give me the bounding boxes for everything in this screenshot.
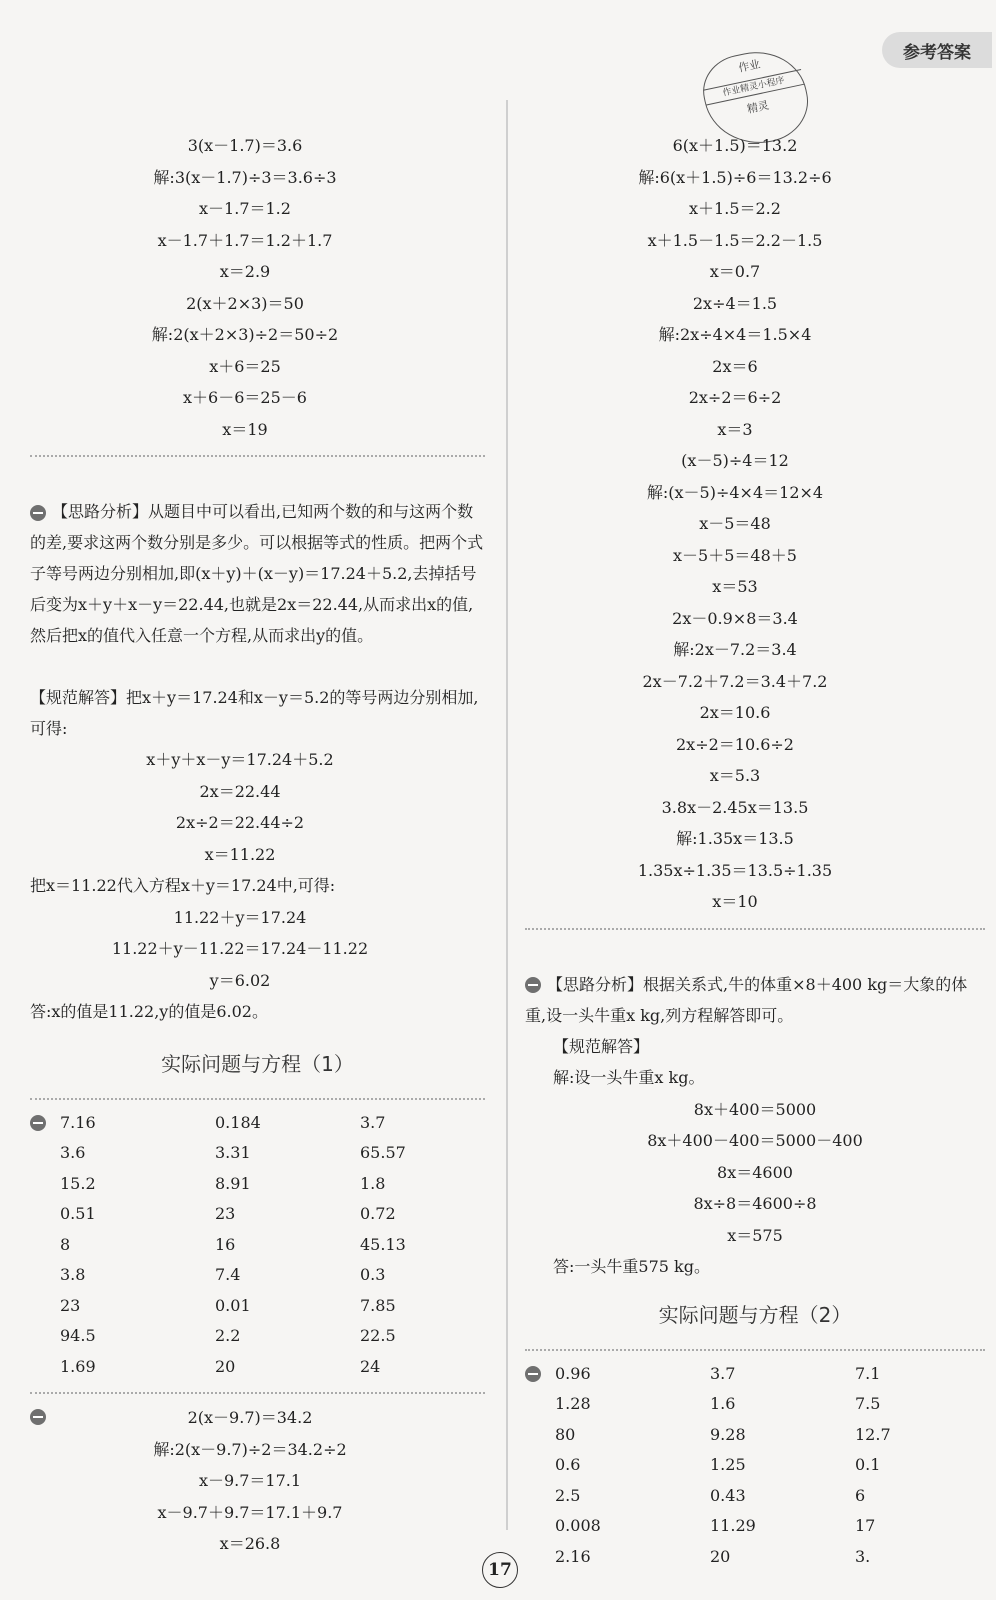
equation: (x－5)÷4＝12: [681, 451, 789, 470]
grid-cell: 0.3: [360, 1265, 386, 1284]
equation: x－1.7＝1.2: [199, 199, 291, 218]
equation: 解:(x－5)÷4×4＝12×4: [646, 482, 824, 502]
equation: 2x＝22.44: [199, 781, 281, 801]
equation: 解:2(x＋2×3)÷2＝50÷2: [151, 325, 339, 344]
equation: 2x÷2＝6÷2: [688, 388, 782, 407]
grid-cell: 1.8: [360, 1173, 386, 1193]
equation: x＝3: [717, 419, 753, 439]
grid-cell: 3.6: [60, 1143, 86, 1162]
answer-grid: [60, 1108, 485, 1383]
grid-cell: 7.4: [215, 1265, 241, 1284]
answer-grid-block: [525, 1359, 985, 1573]
grid-cell: 0.008: [555, 1516, 601, 1535]
analysis-paragraph: [30, 465, 485, 651]
grid-cell: 0.184: [215, 1112, 261, 1132]
grid-cell: 94.5: [60, 1326, 96, 1345]
equation: x－5＋5＝48＋5: [673, 545, 797, 565]
grid-cell: 7.1: [855, 1363, 881, 1383]
solution-text: 解:设一头牛重x kg。: [553, 1068, 705, 1087]
analysis-text: 从题目中可以看出,已知两个数的和与这两个数的差,要求这两个数分别是多少。可以根据等式的性质。把两个式子等号两边分别相加,即(x＋y)＋(x－y)＝17.24＋5.2,去掉括号后变为x＋y＋x－y＝22.44,也就是2x＝22.44,从而求出x的值,然后把x的值代入任意一个方程,从而求出y的值。: [30, 502, 484, 645]
grid-cell: 24: [360, 1356, 381, 1376]
solution-label: 【规范解答】: [30, 688, 127, 707]
analysis-paragraph: [525, 938, 985, 1031]
grid-cell: 2.5: [555, 1485, 581, 1505]
stamp-line: 作业精灵小程序: [703, 69, 804, 105]
grid-cell: 8: [60, 1234, 71, 1254]
equation: 3(x－1.7)＝3.6: [187, 136, 303, 155]
right-column: [525, 130, 985, 1572]
equation-block-c: [90, 902, 390, 997]
equation: 8x＝4600: [717, 1162, 793, 1182]
analysis-label: 【思路分析】: [52, 502, 149, 521]
equation: 2x÷2＝22.44÷2: [175, 813, 305, 832]
equation: x＝2.9: [219, 262, 271, 281]
grid-cell: 0.51: [60, 1204, 96, 1223]
grid-cell: 1.69: [60, 1356, 96, 1376]
equation: x＋1.5－1.5＝2.2－1.5: [647, 230, 823, 250]
equation: 2x－7.2＋7.2＝3.4＋7.2: [642, 671, 828, 691]
equation: 8x＋400－400＝5000－400: [647, 1131, 863, 1150]
grid-cell: 0.1: [855, 1455, 881, 1474]
equation: 2x＝6: [712, 356, 758, 376]
equation: x＝53: [712, 577, 758, 596]
grid-cell: 2.2: [215, 1326, 241, 1345]
equation: x＝0.7: [709, 262, 761, 281]
grid-cell: 0.72: [360, 1204, 396, 1223]
grid-cell: 7.85: [360, 1295, 396, 1315]
equation: 解:6(x＋1.5)÷6＝13.2÷6: [638, 167, 832, 187]
equation: 解:2x÷4×4＝1.5×4: [658, 325, 812, 344]
answer-key-tab: 参考答案: [882, 32, 992, 68]
equation: 解:2x－7.2＝3.4: [673, 640, 797, 659]
grid-cell: 0.96: [555, 1363, 591, 1383]
section-2-marker-icon: [30, 1409, 46, 1425]
grid-cell: 20: [710, 1546, 731, 1566]
grid-cell: 2.16: [555, 1546, 591, 1566]
equation: x－9.7＋9.7＝17.1＋9.7: [157, 1502, 343, 1522]
equation: x＋1.5＝2.2: [689, 199, 781, 218]
dotted-divider: [30, 1392, 485, 1394]
equation: x＝5.3: [709, 766, 761, 785]
answer-text: 答:x的值是11.22,y的值是6.02。: [30, 1002, 268, 1021]
equation: x＝19: [222, 419, 268, 439]
equation: 2(x－9.7)＝34.2: [187, 1408, 313, 1427]
equation: x－5＝48: [699, 514, 771, 533]
grid-cell: 65.57: [360, 1143, 406, 1162]
answer-text: 答:一头牛重575 kg。: [553, 1257, 710, 1276]
answer-grid: [555, 1359, 985, 1573]
grid-cell: 0.6: [555, 1455, 581, 1474]
equation: 11.22＋y－11.22＝17.24－11.22: [111, 939, 369, 958]
equation: x＝10: [712, 892, 758, 911]
equation: x＝575: [727, 1225, 783, 1245]
equation-block-a: [120, 130, 370, 445]
answer-grid-block: [30, 1108, 485, 1383]
grid-cell: 9.28: [710, 1424, 746, 1444]
grid-cell: 17: [855, 1516, 876, 1535]
solution-label: 【规范解答】: [553, 1036, 650, 1056]
grid-cell: 3.31: [215, 1143, 251, 1162]
equation: 解:1.35x＝13.5: [676, 829, 794, 848]
grid-cell: 6: [855, 1485, 866, 1505]
equation: 8x÷8＝4600÷8: [693, 1194, 817, 1213]
equation: x＋y＋x－y＝17.24＋5.2: [146, 750, 334, 769]
grid-cell: 3.7: [360, 1112, 386, 1132]
grid-cell: 11.29: [710, 1516, 756, 1535]
stamp-line: 作业: [737, 57, 762, 75]
grid-cell: 15.2: [60, 1173, 96, 1193]
grid-cell: 7.5: [855, 1394, 881, 1413]
grid-cell: 1.6: [710, 1394, 736, 1413]
grid-cell: 3.: [855, 1546, 871, 1566]
grid-cell: 80: [555, 1424, 576, 1444]
solution-paragraph: [30, 651, 485, 744]
dotted-divider: [30, 1098, 485, 1100]
grid-cell: 22.5: [360, 1326, 396, 1345]
grid-cell: 8.91: [215, 1173, 251, 1193]
analysis-text: 根据关系式,牛的体重×8＋400 kg＝大象的体重,设一头牛重x kg,列方程解答即可。: [525, 974, 968, 1025]
equation: 2x÷2＝10.6÷2: [675, 734, 794, 754]
equation-block-a: [585, 130, 885, 918]
grid-cell: 3.7: [710, 1363, 736, 1383]
solution-text: 把x＋y＝17.24和x－y＝5.2的等号两边分别相加,可得:: [30, 688, 479, 738]
equation: 11.22＋y＝17.24: [173, 907, 307, 927]
grid-cell: 1.28: [555, 1394, 591, 1413]
dotted-divider: [525, 928, 985, 930]
equation-block-b: [605, 1094, 905, 1252]
equation: y＝6.02: [209, 970, 271, 990]
stamp-line: 精灵: [745, 98, 771, 116]
equation-block-d: [30, 1402, 485, 1560]
equation: x＝11.22: [204, 844, 276, 864]
section-1-marker-icon: [525, 1366, 541, 1382]
equation: x－9.7＝17.1: [198, 1471, 302, 1490]
equation-block-b: [90, 744, 390, 870]
grid-cell: 7.16: [60, 1112, 96, 1132]
grid-cell: 45.13: [360, 1234, 406, 1254]
grid-cell: 12.7: [855, 1424, 891, 1444]
equation: 2x－0.9×8＝3.4: [672, 608, 798, 628]
equation: 2(x＋2×3)＝50: [186, 293, 304, 313]
left-column: [30, 130, 485, 1560]
section-1-marker-icon: [30, 1115, 46, 1131]
analysis-label: 【思路分析】: [547, 974, 644, 994]
grid-cell: 23: [60, 1295, 81, 1315]
grid-cell: 3.8: [60, 1265, 86, 1284]
grid-cell: 0.43: [710, 1485, 746, 1505]
grid-cell: 16: [215, 1234, 236, 1254]
equation: x＝26.8: [219, 1534, 281, 1553]
substitution-text: 把x＝11.22代入方程x＋y＝17.24中,可得:: [30, 876, 336, 895]
equation: 2x÷4＝1.5: [692, 293, 778, 313]
section-title: 实际问题与方程（1）: [161, 1051, 354, 1076]
dotted-divider: [30, 455, 485, 457]
equation: 6(x＋1.5)＝13.2: [672, 136, 798, 155]
equation: x＋6－6＝25－6: [183, 388, 307, 407]
equation: 2x＝10.6: [699, 703, 771, 722]
section-title: 实际问题与方程（2）: [658, 1302, 852, 1327]
equation: x－1.7＋1.7＝1.2＋1.7: [157, 230, 333, 250]
equation: 1.35x÷1.35＝13.5÷1.35: [637, 860, 833, 880]
grid-cell: 0.01: [215, 1295, 251, 1315]
grid-cell: 20: [215, 1356, 236, 1376]
equation: 解:2(x－9.7)÷2＝34.2÷2: [153, 1439, 347, 1459]
grid-cell: 23: [215, 1204, 236, 1223]
column-divider: [506, 100, 508, 1530]
section-3-marker-icon: [525, 977, 541, 993]
dotted-divider: [525, 1349, 985, 1351]
grid-cell: 1.25: [710, 1455, 746, 1474]
equation: x＋6＝25: [209, 356, 281, 376]
section-3-marker-icon: [30, 505, 46, 521]
equation: 8x＋400＝5000: [693, 1099, 817, 1119]
equation: 解:3(x－1.7)÷3＝3.6÷3: [153, 167, 337, 187]
page-number: 17: [482, 1552, 518, 1588]
equation: 3.8x－2.45x＝13.5: [661, 797, 809, 817]
